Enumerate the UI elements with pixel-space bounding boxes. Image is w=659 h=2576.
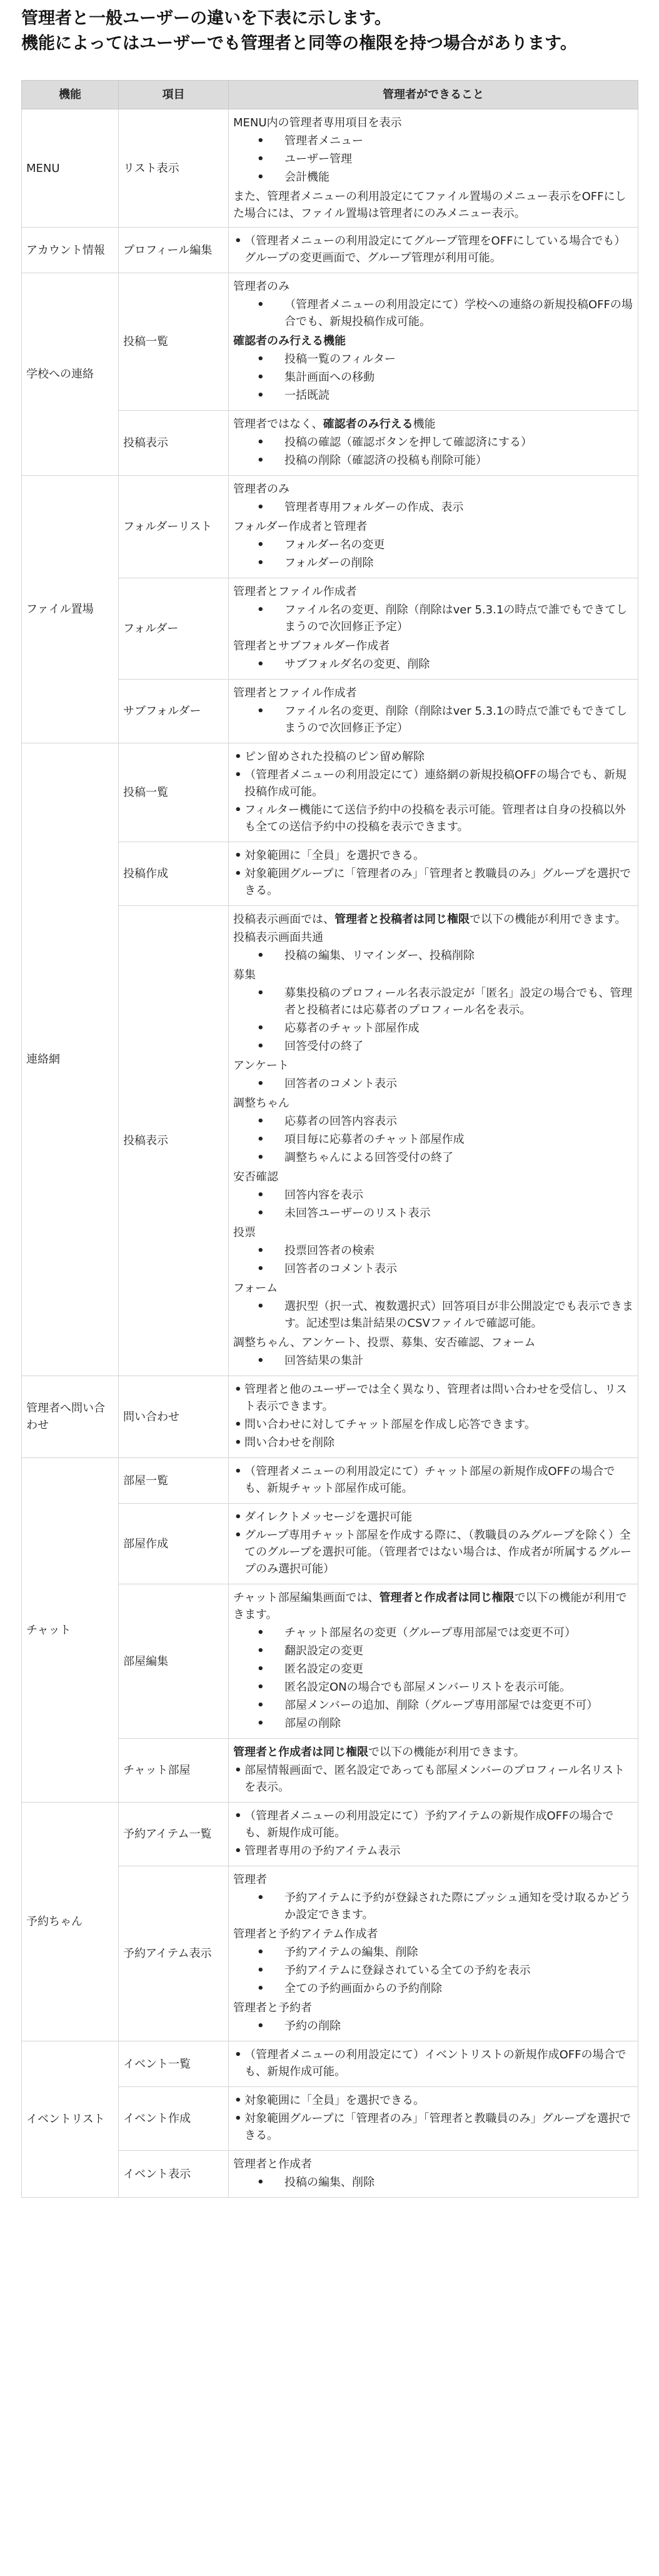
function-cell: 連絡網 bbox=[22, 743, 119, 1376]
list-item: • 投稿の削除（確認済の投稿も削除可能） bbox=[233, 452, 633, 469]
item-cell: 投稿表示 bbox=[119, 906, 229, 1376]
list-item: • フォルダー名の変更 bbox=[233, 536, 633, 553]
bullet-list bbox=[233, 1808, 633, 1859]
admin-capability-cell bbox=[229, 1739, 638, 1803]
item-cell: チャット部屋 bbox=[119, 1739, 229, 1803]
list-item: • 募集投稿のプロフィール名表示設定が「匿名」設定の場合でも、管理者と投稿者には応募者のプロフィール名を表示。 bbox=[233, 985, 633, 1019]
paragraph: MENU内の管理者専用項目を表示 bbox=[233, 116, 402, 129]
paragraph: 安否確認 bbox=[233, 1170, 278, 1184]
bold-text: 管理者と作成者は同じ権限 bbox=[379, 1591, 515, 1604]
admin-capability-cell bbox=[229, 228, 638, 273]
list-item: • 調整ちゃんによる回答受付の終了 bbox=[233, 1149, 633, 1166]
list-item: • （管理者メニューの利用設定にて）予約アイテムの新規作成OFFの場合でも、新規作成可能。 bbox=[233, 1808, 633, 1841]
admin-capability-cell bbox=[229, 1504, 638, 1584]
list-item: • 予約の削除 bbox=[233, 2018, 633, 2035]
admin-capability-cell bbox=[229, 2087, 638, 2151]
table-row bbox=[22, 1458, 638, 1504]
list-item: • 管理者専用フォルダーの作成、表示 bbox=[233, 499, 633, 516]
admin-capability-cell bbox=[229, 2041, 638, 2087]
item-cell: 投稿一覧 bbox=[119, 743, 229, 842]
list-item: • 対象範囲グループに「管理者のみ」「管理者と教職員のみ」グループを選択できる。 bbox=[233, 865, 633, 899]
list-item: • 対象範囲に「全員」を選択できる。 bbox=[233, 2092, 633, 2109]
list-item: • 投票回答者の検索 bbox=[233, 1242, 633, 1259]
list-item: • 匿名設定の変更 bbox=[233, 1661, 633, 1678]
item-cell: 部屋作成 bbox=[119, 1504, 229, 1584]
permission-table bbox=[21, 80, 638, 2198]
text-segment: で以下の機能が利用できます。 bbox=[368, 1746, 525, 1759]
paragraph: 管理者とファイル作成者 bbox=[233, 585, 357, 598]
paragraph: 管理者と予約者 bbox=[233, 2001, 312, 2015]
item-cell: 問い合わせ bbox=[119, 1376, 229, 1458]
list-item: • （管理者メニューの利用設定にて）連絡網の新規投稿OFFの場合でも、新規投稿作成可能。 bbox=[233, 767, 633, 800]
list-item: • 投稿一覧のフィルター bbox=[233, 351, 633, 368]
list-item: • フォルダーの削除 bbox=[233, 555, 633, 571]
indented-bullet-list bbox=[233, 947, 633, 964]
list-item: • フィルター機能にて送信予約中の投稿を表示可能。管理者は自身の投稿以外も全ての送信予約中の投稿を表示できます。 bbox=[233, 802, 633, 835]
paragraph-mixed bbox=[233, 1589, 633, 1623]
admin-capability-cell bbox=[229, 109, 638, 228]
indented-bullet-list bbox=[233, 499, 633, 516]
paragraph: 管理者とファイル作成者 bbox=[233, 687, 357, 700]
paragraph: 管理者と作成者 bbox=[233, 2158, 312, 2171]
admin-capability-cell bbox=[229, 1584, 638, 1739]
list-item: • 部屋情報画面で、匿名設定であっても部屋メンバーのプロフィール名リストを表示。 bbox=[233, 1762, 633, 1796]
table-row bbox=[22, 273, 638, 411]
text-segment: 管理者ではなく、 bbox=[233, 418, 323, 431]
function-cell: MENU bbox=[22, 109, 119, 228]
item-cell: プロフィール編集 bbox=[119, 228, 229, 273]
admin-capability-cell bbox=[229, 411, 638, 476]
indented-bullet-list bbox=[233, 296, 633, 330]
paragraph: アンケート bbox=[233, 1059, 289, 1072]
item-cell: フォルダーリスト bbox=[119, 476, 229, 578]
admin-capability-cell bbox=[229, 743, 638, 842]
table-row bbox=[22, 109, 638, 228]
paragraph: 調整ちゃん bbox=[233, 1097, 289, 1110]
indented-bullet-list bbox=[233, 601, 633, 635]
bullet-list bbox=[233, 1381, 633, 1451]
admin-capability-cell bbox=[229, 1866, 638, 2041]
indented-bullet-list bbox=[233, 1944, 633, 1997]
bullet-list bbox=[233, 2046, 633, 2080]
item-cell: イベント表示 bbox=[119, 2151, 229, 2198]
header-admin: 管理者ができること bbox=[229, 81, 638, 109]
paragraph: 調整ちゃん、アンケート、投票、募集、安否確認、フォーム bbox=[233, 1336, 536, 1349]
text-segment: 機能 bbox=[413, 418, 436, 431]
list-item: • 部屋の削除 bbox=[233, 1715, 633, 1732]
indented-bullet-list bbox=[233, 536, 633, 571]
admin-capability-cell bbox=[229, 680, 638, 743]
list-item: • 投稿の編集、リマインダー、投稿削除 bbox=[233, 947, 633, 964]
paragraph-bold bbox=[233, 333, 633, 350]
table-header-row bbox=[22, 81, 638, 109]
header-item: 項目 bbox=[119, 81, 229, 109]
table-row bbox=[22, 2041, 638, 2087]
paragraph: 投稿表示画面共通 bbox=[233, 931, 323, 944]
list-item: • 回答内容を表示 bbox=[233, 1187, 633, 1204]
list-item: • 応募者の回答内容表示 bbox=[233, 1113, 633, 1130]
indented-bullet-list bbox=[233, 1624, 633, 1732]
list-item: • 投稿の編集、削除 bbox=[233, 2174, 633, 2191]
function-cell: イベントリスト bbox=[22, 2041, 119, 2198]
list-item: • 対象範囲グループに「管理者のみ」「管理者と教職員のみ」グループを選択できる。 bbox=[233, 2110, 633, 2144]
function-cell: アカウント情報 bbox=[22, 228, 119, 273]
list-item: • 管理者と他のユーザーでは全く異なり、管理者は問い合わせを受信し、リスト表示できます。 bbox=[233, 1381, 633, 1415]
admin-capability-cell bbox=[229, 273, 638, 411]
paragraph-mixed bbox=[233, 911, 633, 928]
paragraph: フォルダー作成者と管理者 bbox=[233, 520, 368, 533]
indented-bullet-list bbox=[233, 2018, 633, 2035]
bullet-list bbox=[233, 1463, 633, 1497]
list-item: • （管理者メニューの利用設定にて）イベントリストの新規作成OFFの場合でも、新規作成可能。 bbox=[233, 2046, 633, 2080]
bullet-list bbox=[233, 233, 633, 266]
intro bbox=[21, 6, 638, 56]
indented-bullet-list bbox=[233, 656, 633, 673]
list-item: • 項目毎に応募者のチャット部屋作成 bbox=[233, 1131, 633, 1148]
list-item: • ファイル名の変更、削除（削除はver 5.3.1の時点で誰でもできてしまうので次回修正予定） bbox=[233, 703, 633, 737]
paragraph: 管理者のみ bbox=[233, 483, 289, 496]
item-cell: サブフォルダー bbox=[119, 680, 229, 743]
list-item: • 未回答ユーザーのリスト表示 bbox=[233, 1205, 633, 1222]
list-item: • 会計機能 bbox=[233, 169, 633, 186]
text-segment: で以下の機能が利用できます。 bbox=[470, 913, 626, 926]
list-item: • 予約アイテムに予約が登録された際にプッシュ通知を受け取るかどうか設定できます。 bbox=[233, 1889, 633, 1923]
indented-bullet-list bbox=[233, 1075, 633, 1092]
list-item: • 匿名設定ONの場合でも部屋メンバーリストを表示可能。 bbox=[233, 1679, 633, 1696]
item-cell: 部屋編集 bbox=[119, 1584, 229, 1739]
paragraph: 管理者 bbox=[233, 1873, 267, 1886]
paragraph: 投票 bbox=[233, 1226, 256, 1239]
item-cell: フォルダー bbox=[119, 578, 229, 680]
list-item: • 問い合わせに対してチャット部屋を作成し応答できます。 bbox=[233, 1416, 633, 1433]
indented-bullet-list bbox=[233, 1352, 633, 1369]
admin-capability-cell bbox=[229, 2151, 638, 2198]
list-item: • （管理者メニューの利用設定にて）学校への連絡の新規投稿OFFの場合でも、新規投稿作成可能。 bbox=[233, 296, 633, 330]
paragraph: 管理者と予約アイテム作成者 bbox=[233, 1928, 378, 1941]
indented-bullet-list bbox=[233, 1298, 633, 1332]
function-cell: ファイル置場 bbox=[22, 476, 119, 743]
bullet-list bbox=[233, 1762, 633, 1796]
bullet-list bbox=[233, 847, 633, 899]
admin-capability-cell bbox=[229, 842, 638, 906]
list-item: • ダイレクトメッセージを選択可能 bbox=[233, 1509, 633, 1526]
list-item: • 予約アイテムの編集、削除 bbox=[233, 1944, 633, 1961]
paragraph-mixed bbox=[233, 1744, 633, 1761]
text-segment: 投稿表示画面では、 bbox=[233, 913, 335, 926]
bold-text: 管理者と投稿者は同じ権限 bbox=[335, 913, 470, 926]
indented-bullet-list bbox=[233, 985, 633, 1055]
list-item: • 管理者メニュー bbox=[233, 133, 633, 149]
list-item: • チャット部屋名の変更（グループ専用部屋では変更不可） bbox=[233, 1624, 633, 1641]
paragraph-mixed bbox=[233, 416, 633, 433]
bold-text: 確認者のみ行える bbox=[323, 418, 413, 431]
bullet-list bbox=[233, 2092, 633, 2144]
function-cell: 管理者へ問い合わせ bbox=[22, 1376, 119, 1458]
list-item: • 回答者のコメント表示 bbox=[233, 1075, 633, 1092]
indented-bullet-list bbox=[233, 1187, 633, 1222]
list-item: • サブフォルダ名の変更、削除 bbox=[233, 656, 633, 673]
indented-bullet-list bbox=[233, 351, 633, 404]
list-item: • 応募者のチャット部屋作成 bbox=[233, 1020, 633, 1037]
list-item: • 予約アイテムに登録されている全ての予約を表示 bbox=[233, 1962, 633, 1979]
item-cell: 投稿表示 bbox=[119, 411, 229, 476]
function-cell: 予約ちゃん bbox=[22, 1803, 119, 2041]
intro-line-1: 管理者と一般ユーザーの違いを下表に示します。 bbox=[21, 9, 391, 28]
paragraph: また、管理者メニューの利用設定にてファイル置場のメニュー表示をOFFにした場合には、ファイル置場は管理者にのみメニュー表示。 bbox=[233, 190, 626, 220]
item-cell: 部屋一覧 bbox=[119, 1458, 229, 1504]
indented-bullet-list bbox=[233, 1889, 633, 1923]
item-cell: 投稿作成 bbox=[119, 842, 229, 906]
admin-capability-cell bbox=[229, 476, 638, 578]
table-body bbox=[22, 109, 638, 2198]
indented-bullet-list bbox=[233, 1113, 633, 1166]
indented-bullet-list bbox=[233, 133, 633, 186]
indented-bullet-list bbox=[233, 434, 633, 469]
bold-text: 確認者のみ行える機能 bbox=[233, 335, 346, 348]
list-item: • 全ての予約画面からの予約削除 bbox=[233, 1980, 633, 1997]
list-item: • ユーザー管理 bbox=[233, 151, 633, 168]
admin-capability-cell bbox=[229, 1458, 638, 1504]
item-cell: イベント作成 bbox=[119, 2087, 229, 2151]
paragraph: 管理者とサブフォルダー作成者 bbox=[233, 640, 390, 653]
list-item: • 部屋メンバーの追加、削除（グループ専用部屋では変更不可） bbox=[233, 1697, 633, 1714]
function-cell: チャット bbox=[22, 1458, 119, 1803]
text-segment: で以下の機能が利用できます。 bbox=[233, 1591, 627, 1621]
list-item: • 集計画面への移動 bbox=[233, 369, 633, 386]
intro-line-2: 機能によってはユーザーでも管理者と同等の権限を持つ場合があります。 bbox=[21, 34, 577, 53]
list-item: • （管理者メニューの利用設定にてグループ管理をOFFにしている場合でも）グループの変更画面で、グループ管理が利用可能。 bbox=[233, 233, 633, 266]
list-item: • 一括既読 bbox=[233, 387, 633, 404]
item-cell: 投稿一覧 bbox=[119, 273, 229, 411]
item-cell: 予約アイテム表示 bbox=[119, 1866, 229, 2041]
item-cell: リスト表示 bbox=[119, 109, 229, 228]
list-item: • 回答結果の集計 bbox=[233, 1352, 633, 1369]
text-segment: チャット部屋編集画面では、 bbox=[233, 1591, 380, 1604]
bullet-list bbox=[233, 1509, 633, 1577]
paragraph: 募集 bbox=[233, 969, 256, 982]
list-item: • 投稿の確認（確認ボタンを押して確認済にする） bbox=[233, 434, 633, 451]
admin-capability-cell bbox=[229, 1376, 638, 1458]
header-function: 機能 bbox=[22, 81, 119, 109]
bold-text: 管理者と作成者は同じ権限 bbox=[233, 1746, 368, 1759]
list-item: • 選択型（択一式、複数選択式）回答項目が非公開設定でも表示できます。記述型は集計結果のCSVファイルで確認可能。 bbox=[233, 1298, 633, 1332]
list-item: • 問い合わせを削除 bbox=[233, 1434, 633, 1451]
admin-capability-cell bbox=[229, 578, 638, 680]
indented-bullet-list bbox=[233, 2174, 633, 2191]
table-row bbox=[22, 1376, 638, 1458]
table-row bbox=[22, 743, 638, 842]
list-item: • 管理者専用の予約アイテム表示 bbox=[233, 1843, 633, 1859]
list-item: • 回答者のコメント表示 bbox=[233, 1260, 633, 1277]
item-cell: イベント一覧 bbox=[119, 2041, 229, 2087]
admin-capability-cell bbox=[229, 906, 638, 1376]
table-row bbox=[22, 1803, 638, 1866]
indented-bullet-list bbox=[233, 1242, 633, 1277]
bullet-list bbox=[233, 748, 633, 835]
list-item: • 対象範囲に「全員」を選択できる。 bbox=[233, 847, 633, 864]
list-item: • ファイル名の変更、削除（削除はver 5.3.1の時点で誰でもできてしまうので次回修正予定） bbox=[233, 601, 633, 635]
table-row bbox=[22, 476, 638, 578]
indented-bullet-list bbox=[233, 703, 633, 737]
list-item: • 回答受付の終了 bbox=[233, 1038, 633, 1055]
table-row bbox=[22, 228, 638, 273]
list-item: • ピン留めされた投稿のピン留め解除 bbox=[233, 748, 633, 765]
admin-capability-cell bbox=[229, 1803, 638, 1866]
item-cell: 予約アイテム一覧 bbox=[119, 1803, 229, 1866]
list-item: • グループ専用チャット部屋を作成する際に、（教職員のみグループを除く）全てのグループを選択可能。（管理者ではない場合は、作成者が所属するグループのみ選択可能） bbox=[233, 1527, 633, 1577]
function-cell: 学校への連絡 bbox=[22, 273, 119, 476]
paragraph: フォーム bbox=[233, 1282, 278, 1295]
list-item: • 翻訳設定の変更 bbox=[233, 1643, 633, 1659]
paragraph: 管理者のみ bbox=[233, 280, 289, 293]
list-item: • （管理者メニューの利用設定にて）チャット部屋の新規作成OFFの場合でも、新規チャット部屋作成可能。 bbox=[233, 1463, 633, 1497]
